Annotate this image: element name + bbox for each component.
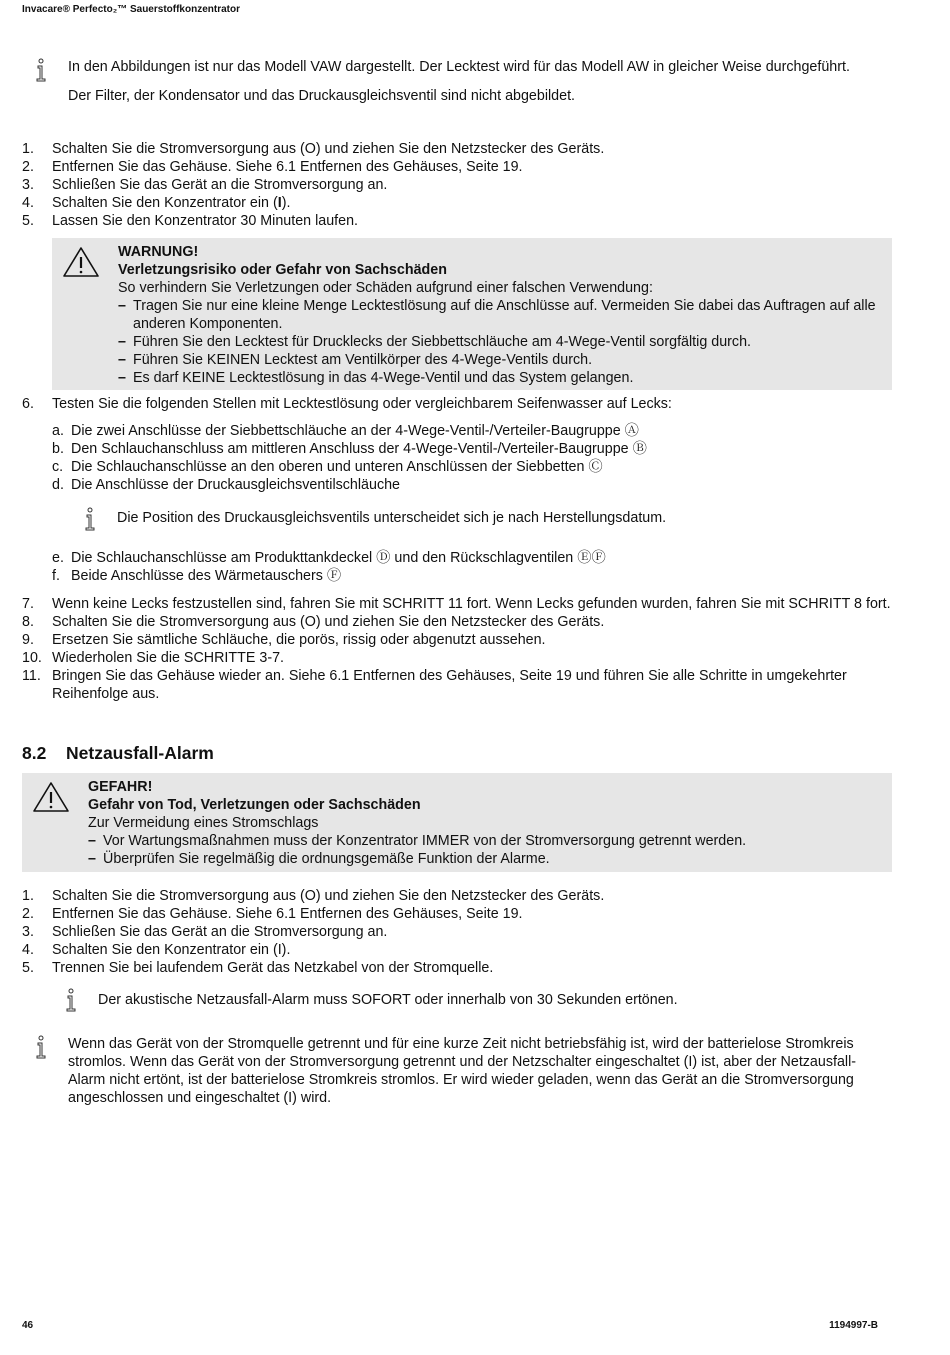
list-item: 1. Schalten Sie die Stromversorgung aus (O) und ziehen Sie den Netzstecker des Geräts. <box>22 888 605 904</box>
danger-box <box>22 773 892 872</box>
list-item: – Führen Sie den Lecktest für Drucklecks der Siebbettschläuche am 4-Wege-Ventil sorgfältig durch. <box>118 333 886 351</box>
list-item: 7. Wenn keine Lecks festzustellen sind, fahren Sie mit SCHRITT 11 fort. Wenn Lecks gefunden wurden, fahren Sie mit SCHRITT 8 fort. <box>22 596 891 612</box>
list-item: 3. Schließen Sie das Gerät an die Stromversorgung an. <box>22 924 388 940</box>
page-number: 46 <box>22 1320 34 1331</box>
list-item: 1. Schalten Sie die Stromversorgung aus (O) und ziehen Sie den Netzstecker des Geräts. <box>22 141 605 157</box>
note-text <box>68 58 878 116</box>
sublist-a-d <box>52 422 892 494</box>
info-note-icon <box>34 1035 48 1061</box>
warning-title: WARNUNG! <box>118 244 199 260</box>
list-item: 4. Schalten Sie den Konzentrator ein (I). <box>22 942 291 958</box>
section-number: 8.2 <box>22 743 47 763</box>
list-item: 8. Schalten Sie die Stromversorgung aus (O) und ziehen Sie den Netzstecker des Geräts. <box>22 614 605 630</box>
list-item: 4. Schalten Sie den Konzentrator ein (I). <box>22 195 291 211</box>
list-item: – Vor Wartungsmaßnahmen muss der Konzentrator IMMER von der Stromversorgung getrennt werden. <box>88 832 886 850</box>
list-item: 2. Entfernen Sie das Gehäuse. Siehe 6.1 Entfernen des Gehäuses, Seite 19. <box>22 159 523 175</box>
list-item: 5. Trennen Sie bei laufendem Gerät das Netzkabel von der Stromquelle. <box>22 960 494 976</box>
list-item: – Führen Sie KEINEN Lecktest am Ventilkörper des 4-Wege-Ventils durch. <box>118 351 886 369</box>
document-number: 1194997-B <box>829 1320 878 1331</box>
list-item: a. Die zwei Anschlüsse der Siebbettschläuche an der 4-Wege-Ventil-/Verteiler-Baugruppe Ⓐ <box>52 423 639 439</box>
page-header: Invacare® Perfecto₂™ Sauerstoffkonzentrator <box>22 4 240 15</box>
warning-triangle-icon <box>62 246 100 278</box>
list-item: 6. Testen Sie die folgenden Stellen mit Lecktestlösung oder vergleichbarem Seifenwasser auf Lecks: <box>22 396 672 412</box>
list-item: b. Den Schlauchanschluss am mittleren Anschluss der 4-Wege-Ventil-/Verteiler-Baugruppe Ⓑ <box>52 441 647 457</box>
note-text: Wenn das Gerät von der Stromquelle getrennt und für eine kurze Zeit nicht betriebsfähig ist, wird der batterielose Stromkreis stromlos. Wenn das Gerät von der Stromversorgung getrennt und der Netzschalter eingeschaltet (I) ist, aber der Netzausfall-Alarm nicht ertönt, ist der batterielose Stromkreis stromlos. Er wird wieder geladen, wenn das Gerät an die Stromversorgung angeschlossen und eingeschaltet (I) wird. <box>68 1036 857 1106</box>
warning-box <box>52 238 892 390</box>
steps-list-3 <box>22 887 892 977</box>
section-heading <box>22 742 214 764</box>
warning-text <box>118 243 886 387</box>
note-paragraph: Der Filter, der Kondensator und das Druckausgleichsventil sind nicht abgebildet. <box>68 88 576 104</box>
list-item: – Tragen Sie nur eine kleine Menge Lecktestlösung auf die Anschlüsse auf. Vermeiden Sie dabei das Auftragen auf alle anderen Komponenten. <box>118 297 886 333</box>
list-item: – Überprüfen Sie regelmäßig die ordnungsgemäße Funktion der Alarme. <box>88 850 886 868</box>
info-note-icon <box>34 58 48 84</box>
list-item: e. Die Schlauchanschlüsse am Produkttankdeckel Ⓓ und den Rückschlagventilen ⒺⒻ <box>52 550 606 566</box>
warning-intro: So verhindern Sie Verletzungen oder Schäden aufgrund einer falschen Verwendung: <box>118 280 653 296</box>
info-note-icon <box>83 507 97 533</box>
sublist-e-f <box>52 549 892 585</box>
step-6 <box>22 395 892 413</box>
list-item: 10. Wiederholen Sie die SCHRITTE 3-7. <box>22 650 285 666</box>
list-item: 11. Bringen Sie das Gehäuse wieder an. Siehe 6.1 Entfernen des Gehäuses, Seite 19 und führen Sie alle Schritte in umgekehrter Reihenfolge aus. <box>22 668 847 702</box>
danger-title: GEFAHR! <box>88 779 153 795</box>
note-text: Die Position des Druckausgleichsventils unterscheidet sich je nach Herstellungsdatum. <box>117 510 667 526</box>
info-note-icon <box>64 988 78 1014</box>
warning-triangle-icon <box>32 781 70 813</box>
list-item: 3. Schließen Sie das Gerät an die Stromversorgung an. <box>22 177 388 193</box>
list-item: f. Beide Anschlüsse des Wärmetauschers Ⓕ <box>52 568 342 584</box>
list-item: – Es darf KEINE Lecktestlösung in das 4-Wege-Ventil und das System gelangen. <box>118 369 886 387</box>
danger-subtitle: Gefahr von Tod, Verletzungen oder Sachschäden <box>88 797 421 813</box>
danger-intro: Zur Vermeidung eines Stromschlags <box>88 815 319 831</box>
steps-list-2 <box>22 595 892 703</box>
list-item: c. Die Schlauchanschlüsse an den oberen und unteren Anschlüssen der Siebbetten Ⓒ <box>52 459 603 475</box>
note-text: Der akustische Netzausfall-Alarm muss SOFORT oder innerhalb von 30 Sekunden ertönen. <box>98 992 678 1008</box>
steps-list-1 <box>22 140 892 230</box>
list-item: 2. Entfernen Sie das Gehäuse. Siehe 6.1 Entfernen des Gehäuses, Seite 19. <box>22 906 523 922</box>
list-item: 5. Lassen Sie den Konzentrator 30 Minuten laufen. <box>22 213 359 229</box>
warning-subtitle: Verletzungsrisiko oder Gefahr von Sachschäden <box>118 262 447 278</box>
list-item: d. Die Anschlüsse der Druckausgleichsventilschläuche <box>52 477 400 493</box>
section-title: Netzausfall-Alarm <box>66 743 214 763</box>
danger-text <box>88 778 886 868</box>
list-item: 9. Ersetzen Sie sämtliche Schläuche, die porös, rissig oder abgenutzt aussehen. <box>22 632 546 648</box>
note-paragraph: In den Abbildungen ist nur das Modell VAW dargestellt. Der Lecktest wird für das Modell AW in gleicher Weise durchgeführt. <box>68 59 850 75</box>
